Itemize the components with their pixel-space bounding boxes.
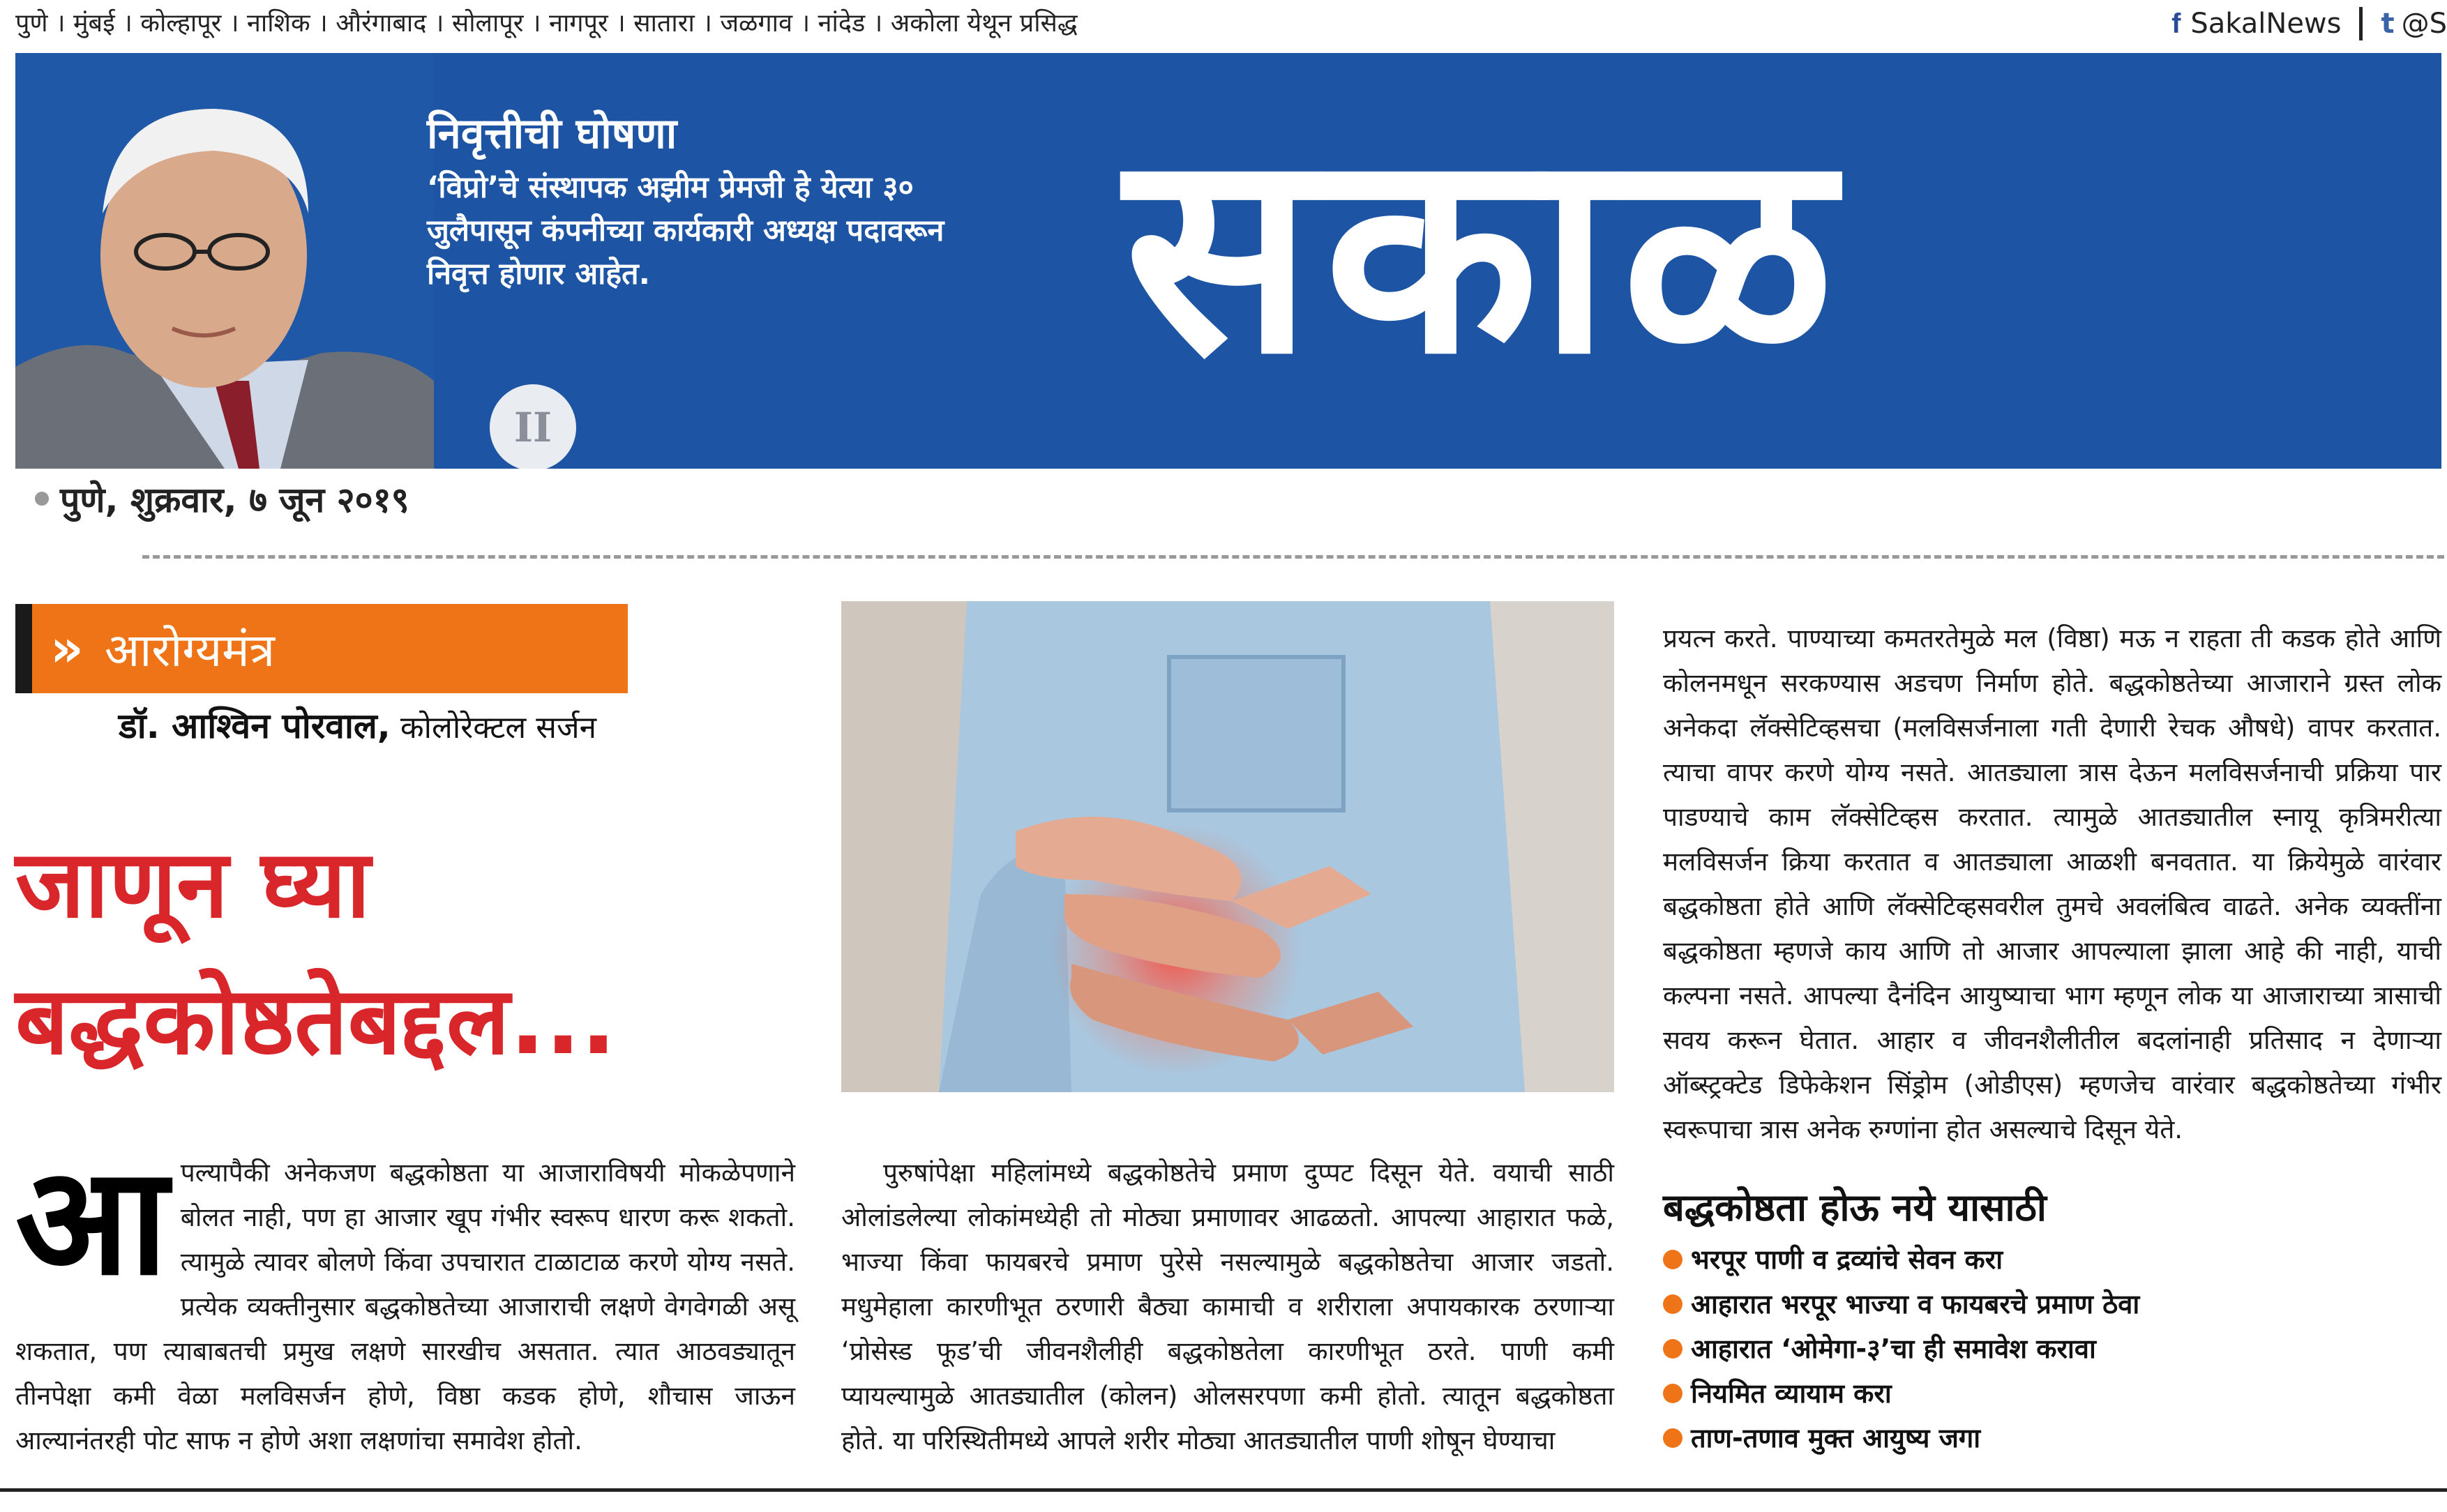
twitter-handle[interactable]: @S: [2401, 8, 2447, 40]
article-column-1: [15, 1133, 795, 1463]
stomach-pain-photo: [841, 601, 1614, 1092]
list-item: नियमित व्यायाम करा: [1663, 1371, 2139, 1416]
article-column-3: प्रयत्न करते. पाण्याच्या कमतरतेमुळे मल (विष्ठा) मऊ न राहता ती कडक होते आणि कोलनमधून सरकण्यास अडचण निर्माण होते. बद्धकोष्ठतेच्या आजाराने ग्रस्त लोक अनेकदा लॅक्सेटिव्हसचा (मलविसर्जनाला गती देणारी रेचक औषधे) वापर करतात. त्याचा वापर करणे योग्य नसते. आतड्याला त्रास देऊन मलविसर्जनाची प्रक्रिया पार पाडण्याचे काम लॅक्सेटिव्हस करतात. त्यामुळे आतड्यातील स्नायू कृत्रिमरीत्या मलविसर्जन क्रिया करतात व आतड्याला आळशी बनवतात. या क्रियेमुळे वारंवार बद्धकोष्ठता होते आणि लॅक्सेटिव्हसवरील तुमचे अवलंबित्व वाढते. अनेक व्यक्तींना बद्धकोष्ठता म्हणजे काय आणि तो आजार आपल्याला झाला आहे की नाही, याची कल्पना नसते. आपल्या दैनंदिन आयुष्याचा भाग म्हणून लोक या आजाराच्या त्रासाची सवय करून घेतात. आहार व जीवनशैलीतील बदलांनाही प्रतिसाद न देणाऱ्या ऑब्स्ट्रक्टेड डिफेकेशन सिंड्रोम (ओडीएस) म्हणजेच वारंवार बद्धकोष्ठतेच्या गंभीर स्वरूपाचा त्रास अनेक रुग्णांना होत असल्याचे दिसून येते.: [1663, 623, 2441, 1144]
article-column-2: पुरुषांपेक्षा महिलांमध्ये बद्धकोष्ठतेचे प्रमाण दुप्पट दिसून येते. वयाची साठी ओलांडलेल्या लोकांमध्येही तो मोठ्या प्रमाणावर आढळतो. आपल्या आहारात फळे, भाज्या किंवा फायबरचे प्रमाण पुरेसे नसल्यामुळे बद्धकोष्ठतेचा आजार जडतो. मधुमेहाला कारणीभूत ठरणारी बैठ्या कामाची व शरीराला अपायकारक ठरणाऱ्या ‘प्रोसेस्ड फूड’ची जीवनशैलीही बद्धकोष्ठतेला कारणीभूत ठरते. पाणी कमी प्यायल्यामुळे आतड्यातील (कोलन) ओलसरपणा कमी होतो. त्यातून बद्धकोष्ठता होते. या परिस्थितीमध्ये आपले शरीर मोठ्या आतड्यातील पाणी शोषून घेण्याचा: [841, 1158, 1614, 1456]
facebook-handle[interactable]: SakalNews: [2190, 8, 2342, 40]
list-item: ताण-तणाव मुक्त आयुष्य जगा: [1663, 1416, 2139, 1460]
edition-marker: II: [490, 384, 576, 469]
drop-cap: आ: [15, 1133, 168, 1308]
portrait-photo: [15, 53, 434, 469]
author-role: कोलोरेक्टल सर्जन: [400, 710, 597, 746]
dashed-divider: [142, 555, 2444, 559]
divider: [2359, 7, 2363, 40]
byline: [119, 702, 596, 753]
bottom-rule: [0, 1488, 2447, 1492]
dateline: [35, 474, 409, 523]
social-links: [2171, 3, 2447, 45]
list-item: भरपूर पाणी व द्रव्यांचे सेवन करा: [1663, 1237, 2139, 1282]
newspaper-logo: सकाळ: [1124, 91, 1846, 416]
section-tag: [15, 604, 628, 693]
bullet-icon: [1663, 1384, 1682, 1403]
tips-list: [1663, 1237, 2139, 1460]
dateline-bullet-icon: [35, 492, 49, 506]
masthead: [15, 53, 2441, 469]
dateline-text: पुणे, शुक्रवार, ७ जून २०१९: [60, 480, 409, 520]
editions-line: पुणे । मुंबई । कोल्हापूर । नाशिक । औरंगाबाद । सोलापूर । नागपूर । सातारा । जळगाव । नांदेड । अकोला येथून प्रसिद्ध: [15, 9, 1078, 38]
bullet-icon: [1663, 1428, 1682, 1448]
facebook-icon[interactable]: f: [2171, 8, 2181, 39]
twitter-icon[interactable]: t: [2381, 8, 2395, 40]
article-headline: जाणून घ्या बद्धकोष्ठतेबद्दल...: [15, 830, 617, 1075]
paragraph-1: पल्यापैकी अनेकजण बद्धकोष्ठता या आजाराविषयी मोकळेपणाने बोलत नाही, पण हा आजार खूप गंभीर स्वरूप धारण करू शकतो. त्यामुळे त्यावर बोलणे किंवा उपचारात टाळाटाळ करणे योग्य नसते. प्रत्येक व्यक्तीनुसार बद्धकोष्ठतेच्या आजाराची लक्षणे वेगवेगळी असू शकतात, पण त्याबाबतची प्रमुख लक्षणे सारखीच असतात. त्यात आठवड्यातून तीनपेक्षा कमी वेळा मलविसर्जन होणे, विष्ठा कडक होणे, शौचास जाऊन आल्यानंतरही पोट साफ न होणे अशा लक्षणांचा समावेश होतो.: [15, 1158, 795, 1456]
teaser-headline: निवृत्तीची घोषणा: [427, 109, 677, 158]
teaser-body: ‘विप्रो’चे संस्थापक अझीम प्रेमजी हे येत्या ३० जुलैपासून कंपनीच्या कार्यकारी अध्यक्ष पदावरून निवृत्त होणार आहेत.: [427, 170, 944, 292]
bullet-icon: [1663, 1339, 1682, 1359]
bullet-icon: [1663, 1294, 1682, 1314]
list-item: आहारात भरपूर भाज्या व फायबरचे प्रमाण ठेवा: [1663, 1282, 2139, 1326]
list-item: आहारात ‘ओमेगा-३’चा ही समावेश करावा: [1663, 1326, 2139, 1371]
author-name: डॉ. आश्विन पोरवाल,: [119, 706, 391, 746]
double-chevron-icon: »: [50, 619, 71, 679]
bullet-icon: [1663, 1250, 1682, 1269]
tips-title: बद्धकोष्ठता होऊ नये यासाठी: [1663, 1186, 2047, 1230]
section-name: आरोग्यमंत्र: [104, 623, 276, 677]
teaser-block: [427, 106, 957, 296]
